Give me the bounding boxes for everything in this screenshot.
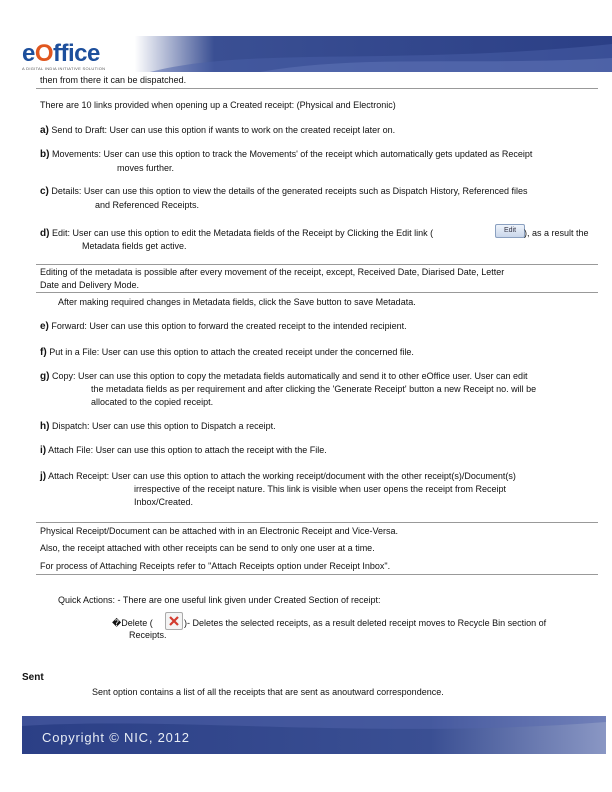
item-g-line3: allocated to the copied receipt.: [91, 397, 214, 407]
item-d-tail: ), as a result the: [524, 228, 589, 238]
divider: [36, 522, 598, 523]
edit-button-image: Edit: [495, 224, 525, 238]
copyright-text: Copyright © NIC, 2012: [42, 730, 190, 745]
attach-note-1: Physical Receipt/Document can be attached with in an Electronic Receipt and Vice-Versa.: [40, 526, 399, 536]
item-i: i) Attach File: User can use this option to attach the receipt with the File.: [40, 445, 327, 456]
item-j-line3: Inbox/Created.: [134, 497, 194, 507]
metadata-note-1: Editing of the metadata is possible after every movement of the receipt, except, Received Date, Diarised Date, Letter: [40, 267, 505, 277]
item-j-line2: irrespective of the receipt nature. This link is visible when user opens the receipt from Receipt: [134, 484, 507, 494]
item-b-line2: moves further.: [117, 163, 175, 173]
item-f: f) Put in a File: User can use this option to attach the created receipt under the concerned file.: [40, 347, 414, 358]
divider: [36, 574, 598, 575]
item-a: a) Send to Draft: User can use this option if wants to work on the created receipt later on.: [40, 125, 396, 136]
delete-desc-line2: Receipts.: [129, 630, 167, 640]
item-e: e) Forward: User can use this option to forward the created receipt to the intended recipient.: [40, 321, 407, 332]
save-note: After making required changes in Metadata fields, click the Save button to save Metadata.: [58, 297, 416, 307]
divider: [36, 292, 598, 293]
eoffice-logo: eOffice: [22, 40, 100, 67]
divider: [36, 264, 598, 265]
item-b: b) Movements: User can use this option to track the Movements' of the receipt which automatically gets updated as Receipt: [40, 149, 533, 160]
item-c-line2: and Referenced Receipts.: [95, 200, 200, 210]
attach-note-2: Also, the receipt attached with other receipts can be send to only one user at a time.: [40, 543, 375, 553]
item-j: j) Attach Receipt: User can use this option to attach the working receipt/document with the other receipt(s)/Document(s): [40, 471, 516, 482]
delete-desc: )- Deletes the selected receipts, as a result deleted receipt moves to Recycle Bin section of: [184, 618, 547, 628]
sent-heading: Sent: [22, 672, 44, 683]
attach-note-3: For process of Attaching Receipts refer to "Attach Receipts option under Receipt Inbox".: [40, 561, 391, 571]
links-intro: There are 10 links provided when opening up a Created receipt: (Physical and Electronic): [40, 100, 396, 110]
metadata-note-2: Date and Delivery Mode.: [40, 280, 140, 290]
item-g-line2: the metadata fields as per requirement and after clicking the 'Generate Receipt' button a new Receipt no. will be: [91, 384, 537, 394]
quick-actions: Quick Actions: - There are one useful link given under Created Section of receipt:: [58, 595, 381, 605]
item-g: g) Copy: User can use this option to copy the metadata fields automatically and send it to other eOffice user. User can edit: [40, 371, 528, 382]
item-c: c) Details: User can use this option to view the details of the generated receipts such as Dispatch History, Referenced files: [40, 186, 528, 197]
item-d-line2: Metadata fields get active.: [82, 241, 187, 251]
logo-tagline: A DIGITAL INDIA INITIATIVE SOLUTION: [22, 66, 106, 71]
sent-description: Sent option contains a list of all the receipts that are sent as anoutward correspondence.: [92, 687, 444, 697]
delete-label: �Delete (: [112, 618, 153, 628]
intro-tail: then from there it can be dispatched.: [40, 75, 187, 85]
item-d: d) Edit: User can use this option to edit the Metadata fields of the Receipt by Clicking the Edit link (: [40, 228, 434, 239]
delete-icon: [165, 612, 183, 630]
divider: [36, 88, 598, 89]
item-h: h) Dispatch: User can use this option to Dispatch a receipt.: [40, 421, 276, 432]
